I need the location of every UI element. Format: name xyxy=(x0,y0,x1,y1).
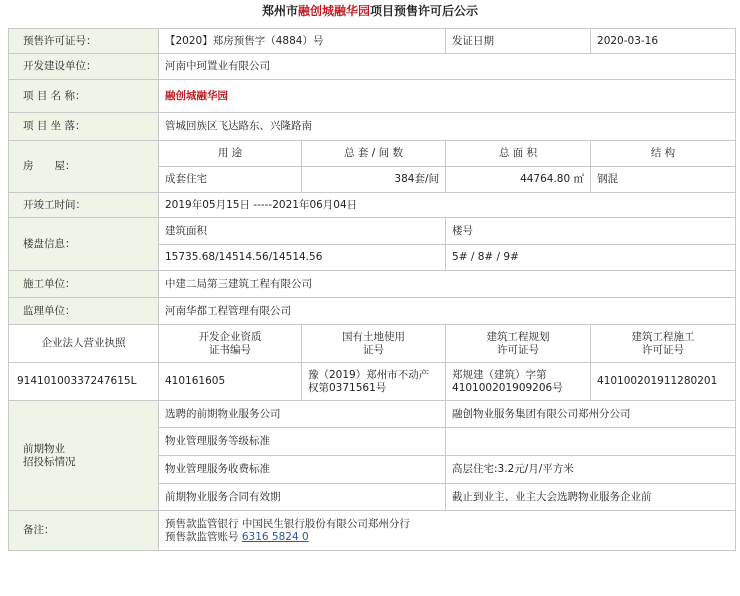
building-area-value: 15735.68/14514.56/14514.56 xyxy=(159,245,446,271)
remarks-label: 备注： xyxy=(9,511,159,551)
building-numbers-value: 5# / 8# / 9# xyxy=(446,245,736,271)
housing-label: 房 屋： xyxy=(9,141,159,193)
location-row xyxy=(9,113,736,141)
license-business-value: 91410100337247615L xyxy=(9,363,159,401)
construction-period-label: 开竣工时间： xyxy=(9,193,159,218)
license-land-value: 豫（2019）郑州市不动产 权第0371561号 xyxy=(302,363,446,401)
construction-period-value: 2019年05月15日 -----2021年06月04日 xyxy=(159,193,736,218)
housing-area-value: 44764.80 ㎡ xyxy=(446,167,591,193)
housing-header-units: 总 套 / 间 数 xyxy=(302,141,446,167)
page-title: 郑州市融创城融华园项目预售许可后公示 xyxy=(261,4,479,18)
building-numbers-header: 楼号 xyxy=(446,218,736,245)
property-mgmt-row-label: 选聘的前期物业服务公司 xyxy=(159,401,446,428)
building-area-header: 建筑面积 xyxy=(159,218,446,245)
property-mgmt-row-value: 截止到业主、业主大会选聘物业服务企业前 xyxy=(446,484,736,511)
bank-name: 中国民生银行股份有限公司郑州分行 xyxy=(241,517,410,530)
supervisor-label: 监理单位： xyxy=(9,298,159,325)
location-label: 项 目 坐 落： xyxy=(9,113,159,141)
remarks-row xyxy=(9,511,736,551)
remarks-value xyxy=(159,511,736,551)
housing-header-row xyxy=(9,141,736,167)
contractor-row xyxy=(9,271,736,298)
contractor-value: 中建二局第三建筑工程有限公司 xyxy=(159,271,736,298)
issue-date-label: 发证日期 xyxy=(446,29,591,54)
developer-row xyxy=(9,54,736,80)
license-header-construction: 建筑工程施工 许可证号 xyxy=(591,325,736,363)
supervisor-row xyxy=(9,298,736,325)
housing-structure-value: 钢混 xyxy=(591,167,736,193)
contractor-label: 施工单位： xyxy=(9,271,159,298)
license-header-planning: 建筑工程规划 许可证号 xyxy=(446,325,591,363)
permit-value: 【2020】郑房预售字（4884）号 xyxy=(159,29,446,54)
property-mgmt-row-label: 物业管理服务等级标准 xyxy=(159,428,446,456)
property-mgmt-row xyxy=(9,401,736,428)
location-value: 管城回族区飞达路东、兴隆路南 xyxy=(159,113,736,141)
housing-units-value: 384套/间 xyxy=(302,167,446,193)
bank-label: 预售款监管银行 xyxy=(165,517,239,530)
property-mgmt-label: 前期物业 招投标情况 xyxy=(9,401,159,511)
permit-row xyxy=(9,29,736,54)
project-name-value: 融创城融华园 xyxy=(159,80,736,113)
permit-label: 预售许可证号： xyxy=(9,29,159,54)
building-label: 楼盘信息： xyxy=(9,218,159,271)
supervision-bank xyxy=(165,518,729,531)
license-construction-value: 410100201911280201 xyxy=(591,363,736,401)
supervisor-value: 河南华都工程管理有限公司 xyxy=(159,298,736,325)
developer-value: 河南中珂置业有限公司 xyxy=(159,54,736,80)
property-mgmt-row-label: 前期物业服务合同有效期 xyxy=(159,484,446,511)
license-planning-value: 郑规建（建筑）字第 410100201909206号 xyxy=(446,363,591,401)
property-mgmt-row-value: 融创物业服务集团有限公司郑州分公司 xyxy=(446,401,736,428)
license-header-row xyxy=(9,325,736,363)
account-label: 预售款监管账号 xyxy=(165,530,239,543)
property-mgmt-row-value: 高层住宅:3.2元/月/平方米 xyxy=(446,456,736,484)
license-header-land: 国有土地使用 证号 xyxy=(302,325,446,363)
property-mgmt-row-value xyxy=(446,428,736,456)
building-header-row xyxy=(9,218,736,245)
supervision-account xyxy=(165,531,729,544)
license-header-business: 企业法人营业执照 xyxy=(9,325,159,363)
housing-header-area: 总 面 积 xyxy=(446,141,591,167)
construction-period-row xyxy=(9,193,736,218)
license-qualification-value: 410161605 xyxy=(159,363,302,401)
project-name-row xyxy=(9,80,736,113)
account-number-link[interactable]: 6316 5824 0 xyxy=(241,530,309,543)
housing-header-use: 用 途 xyxy=(159,141,302,167)
property-mgmt-row-label: 物业管理服务收费标准 xyxy=(159,456,446,484)
developer-label: 开发建设单位： xyxy=(9,54,159,80)
housing-header-structure: 结 构 xyxy=(591,141,736,167)
issue-date-value: 2020-03-16 xyxy=(591,29,736,54)
project-name-label: 项 目 名 称： xyxy=(9,80,159,113)
license-value-row xyxy=(9,363,736,401)
presale-info-table xyxy=(8,28,736,551)
housing-use-value: 成套住宅 xyxy=(159,167,302,193)
license-header-qualification: 开发企业资质 证书编号 xyxy=(159,325,302,363)
